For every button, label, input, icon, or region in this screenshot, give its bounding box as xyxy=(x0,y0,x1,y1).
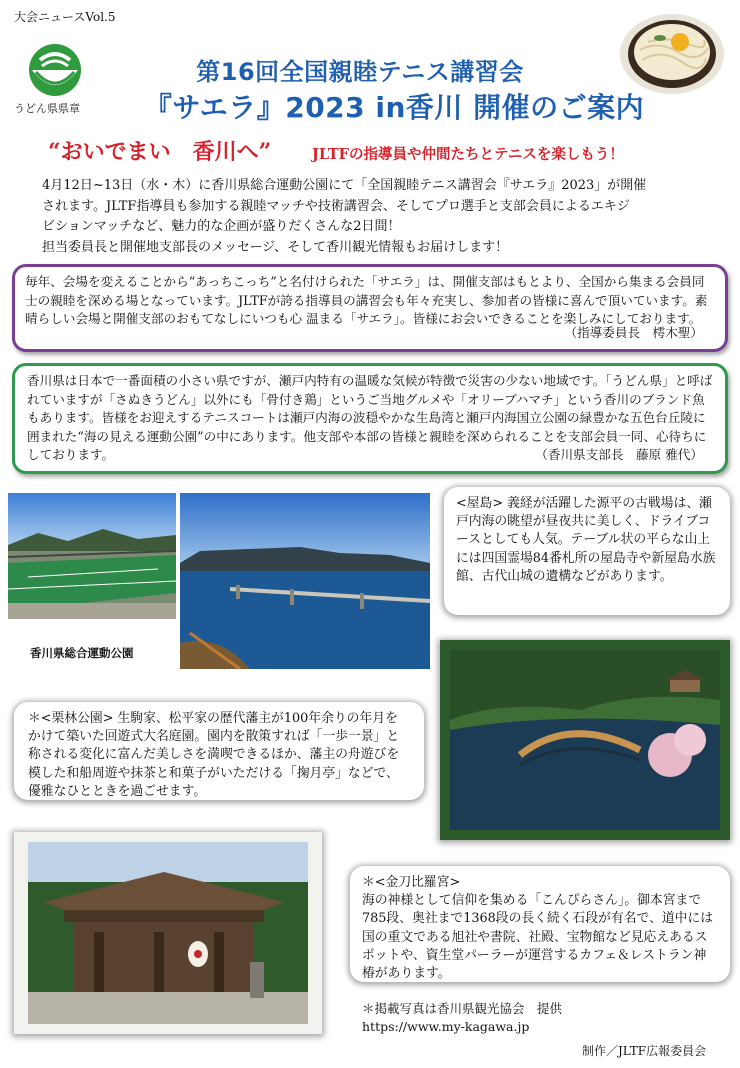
intro-line: ビションマッチなど、魅力的な企画が盛りだくさんな2日間！ xyxy=(42,219,401,234)
message-box-chairman xyxy=(12,264,728,352)
intro-line: 担当委員長と開催地支部長のメッセージ、そして香川観光情報もお届けします！ xyxy=(42,239,509,255)
message-signature: （指導委員長 樗木聖） xyxy=(564,325,703,341)
intro-line: 4月12日~13日（水・木）に香川県総合運動公園にて「全国親睦テニス講習会『サエラ』2023」が開催 xyxy=(42,178,647,193)
slogan-main: “おいでまい 香川へ” xyxy=(48,139,272,165)
event-title-line1: 第16回全国親睦テニス講習会 xyxy=(196,58,524,86)
tourism-url-link[interactable]: https://www.my-kagawa.jp xyxy=(362,1019,530,1034)
message-text: 毎年、会場を変えることから“あっちこっち”と名付けられた「サエラ」は、開催支部はもとより、全国から集まる会員同士の親睦を深める場となっています。JLTFが誇る指導員の講習会も年々充実し、参加者の皆様に喜んで頂いています。素晴らしい会場と開催支部のおもてなしにいつも心 温まる「サエラ」。皆様にお会いできることを楽しみにしております。 xyxy=(25,274,708,327)
kotohira-shrine-photo xyxy=(14,832,322,1034)
konpira-description xyxy=(350,866,730,982)
konpira-text: 海の神様として信仰を集める「こんぴらさん」。御本宮まで785段、奥社まで1368段の長く続く石段が有名で、道中には国の重文である旭社や書院、社殿、宝物館など見応えあるスポットや、資生堂パーラーが運営するカフェ＆レストラン神椿があります。 xyxy=(362,893,714,982)
emblem-label: うどん県県章 xyxy=(14,102,80,115)
tennis-court-photo xyxy=(8,493,176,619)
ritsurin-description: ＊<栗林公園> 生駒家、松平家の歴代藩主が100年余りの年月をかけて築いた回遊式大名庭園。園内を散策すれば「一歩一景」と称される変化に富んだ美しさを満喫できるほか、藩主の舟遊びを模した和船周遊や抹茶と和菓子がいただける「掬月亭」などで、優雅なひとときを過ごせます。 xyxy=(14,702,424,800)
message-box-branch xyxy=(12,363,728,474)
ritsurin-garden-photo xyxy=(440,640,730,840)
slogan-sub: JLTFの指導員や仲間たちとテニスを楽しもう！ xyxy=(312,146,624,163)
photo-credit xyxy=(362,1000,562,1036)
seto-inland-sea-photo xyxy=(180,493,430,669)
park-photo-caption: 香川県総合運動公園 xyxy=(30,646,134,660)
vol-label: 大会ニュースVol.5 xyxy=(14,10,116,24)
intro-line: されます。JLTF指導員も参加する親睦マッチや技術講習会、そしてプロ選手と支部会員によるエキジ xyxy=(42,198,630,214)
yashima-description: <屋島> 義経が活躍した源平の古戦場は、瀬戸内海の眺望が昼夜共に美しく、ドライブコースとしても人気。テーブル状の平らな山上には四国霊場84番札所の屋島寺や新屋島水族館、古代山城の遺構などがあります。 xyxy=(444,487,730,615)
message-signature: （香川県支部長 藤原 雅代） xyxy=(535,447,703,463)
event-title-line2: 『サエラ』2023 in香川 開催のご案内 xyxy=(143,91,645,124)
photo-credit-text: ＊掲載写真は香川県観光協会 提供 xyxy=(362,1001,563,1016)
udon-bowl-photo xyxy=(618,10,726,96)
producer-credit: 制作／JLTF広報委員会 xyxy=(582,1044,707,1058)
message-text: 香川県は日本で一番面積の小さい県ですが、瀬戸内特有の温暖な気候が特徴で災害の少ない地域です。「うどん県」と呼ばれていますが「さぬきうどん」以外にも「骨付き鶏」というご当地グルメや「オリーブハマチ」という香川のブランド魚もあります。皆様をお迎えするテニスコートは瀬戸内海の波穏やかな生島湾と瀬戸内海国立公園の緑豊かな五色台丘陵に囲まれた“海の見える運動公園”の中にあります。他支部や本部の皆様と親睦を深められることを支部会員一同、心待ちにしております。 xyxy=(27,373,713,463)
konpira-title: ＊<金刀比羅宮> xyxy=(362,875,461,890)
udon-prefecture-emblem-icon xyxy=(22,40,88,106)
intro-text xyxy=(42,176,710,258)
